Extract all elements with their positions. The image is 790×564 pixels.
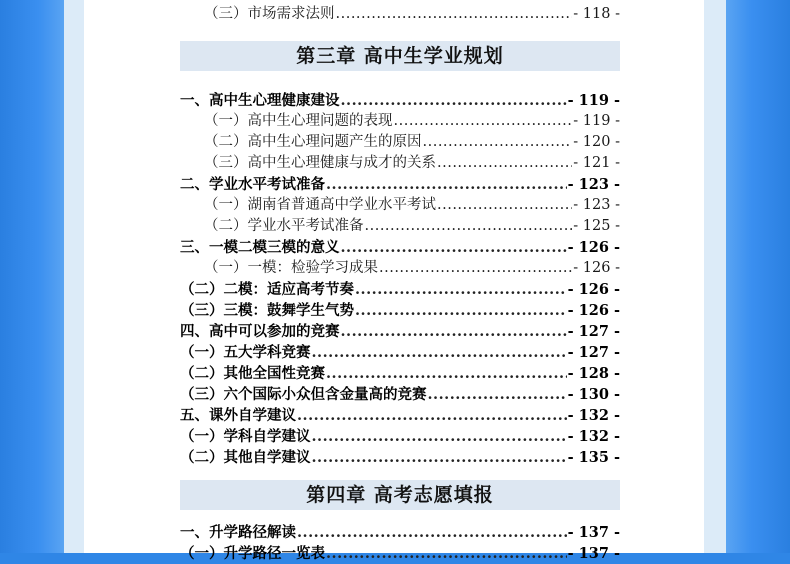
toc-entry[interactable] — [180, 342, 620, 363]
toc-entry-page: - 130 - — [567, 386, 620, 403]
toc-entry[interactable] — [180, 4, 620, 25]
dot-leader — [326, 543, 567, 564]
dot-leader — [312, 426, 567, 447]
toc-entry-page: - 123 - — [567, 176, 620, 193]
dot-leader — [326, 363, 567, 384]
toc-entry-label: 五、课外自学建议 — [180, 407, 296, 424]
toc-entry-label: （二）其他全国性竞赛 — [180, 365, 325, 382]
toc-entry[interactable] — [180, 258, 620, 279]
right-frame — [726, 0, 790, 553]
toc-entry[interactable] — [180, 363, 620, 384]
toc-entry-label: （二）二模：适应高考节奏 — [180, 281, 354, 298]
chapter-heading[interactable]: 第四章 高考志愿填报 — [180, 480, 620, 510]
toc-entry[interactable] — [180, 132, 620, 153]
dot-leader — [297, 405, 567, 426]
toc-entry-label: （二）学业水平考试准备 — [204, 218, 364, 234]
toc-entry-label: 四、高中可以参加的竞赛 — [180, 323, 340, 340]
dot-leader — [423, 132, 573, 153]
toc-entry-label: 三、一模二模三模的意义 — [180, 239, 340, 256]
toc-entry-label: （一）高中生心理问题的表现 — [204, 113, 393, 129]
toc-entry-page: - 128 - — [567, 365, 620, 382]
toc-entry-label: （一）学科自学建议 — [180, 428, 311, 445]
toc-section[interactable] — [180, 405, 620, 426]
toc-section[interactable] — [180, 321, 620, 342]
toc-entry-label: （三）市场需求法则 — [204, 6, 335, 22]
left-frame — [0, 0, 64, 553]
toc-entry-page: - 126 - — [567, 239, 620, 256]
toc-entry-label: （三）三模：鼓舞学生气势 — [180, 302, 354, 319]
toc-entry-page: - 127 - — [567, 344, 620, 361]
toc-entry-page: - 118 - — [573, 6, 620, 22]
dot-leader — [428, 384, 567, 405]
toc-entry-page: - 135 - — [567, 449, 620, 466]
toc-entry-page: - 126 - — [567, 302, 620, 319]
dot-leader — [297, 522, 567, 543]
toc-entry-page: - 121 - — [573, 155, 620, 171]
toc-entry[interactable] — [180, 195, 620, 216]
dot-leader — [336, 4, 573, 25]
toc-entry[interactable] — [180, 111, 620, 132]
toc-entry-label: （一）五大学科竞赛 — [180, 344, 311, 361]
toc-entry-label: 二、学业水平考试准备 — [180, 176, 325, 193]
toc-entry-label: （二）高中生心理问题产生的原因 — [204, 134, 422, 150]
toc-entry[interactable] — [180, 279, 620, 300]
toc-entry-label: （三）六个国际小众但含金量高的竞赛 — [180, 386, 427, 403]
toc-section[interactable] — [180, 522, 620, 543]
dot-leader — [341, 237, 567, 258]
toc-entry[interactable] — [180, 426, 620, 447]
toc-entry[interactable] — [180, 153, 620, 174]
chapter-heading[interactable]: 第三章 高中生学业规划 — [180, 41, 620, 71]
toc-entry[interactable] — [180, 543, 620, 564]
toc-entry[interactable] — [180, 447, 620, 468]
toc-entry-page: - 123 - — [573, 197, 620, 213]
toc-entry[interactable] — [180, 300, 620, 321]
dot-leader — [326, 174, 567, 195]
dot-leader — [355, 279, 567, 300]
toc-section[interactable] — [180, 174, 620, 195]
dot-leader — [312, 342, 567, 363]
toc-entry-page: - 126 - — [573, 260, 620, 276]
dot-leader — [437, 195, 572, 216]
toc-entry-label: 一、高中生心理健康建设 — [180, 92, 340, 109]
toc-entry-page: - 119 - — [567, 92, 620, 109]
toc-entry-page: - 137 - — [567, 545, 620, 562]
toc-entry-page: - 125 - — [573, 218, 620, 234]
dot-leader — [341, 321, 567, 342]
toc-entry-page: - 120 - — [573, 134, 620, 150]
toc-entry-page: - 127 - — [567, 323, 620, 340]
dot-leader — [394, 111, 573, 132]
toc-entry-label: （一）升学路径一览表 — [180, 545, 325, 562]
toc-entry-label: （三）高中生心理健康与成才的关系 — [204, 155, 436, 171]
toc-entry-page: - 132 - — [567, 428, 620, 445]
toc-entry-page: - 132 - — [567, 407, 620, 424]
toc-entry[interactable] — [180, 384, 620, 405]
toc-entry-page: - 119 - — [573, 113, 620, 129]
toc-entry-label: （一）湖南省普通高中学业水平考试 — [204, 197, 436, 213]
toc-entry[interactable] — [180, 216, 620, 237]
dot-leader — [312, 447, 567, 468]
dot-leader — [341, 90, 567, 111]
dot-leader — [365, 216, 573, 237]
dot-leader — [379, 258, 572, 279]
toc-entry-label: （一）一模：检验学习成果 — [204, 260, 378, 276]
toc-section[interactable] — [180, 90, 620, 111]
toc-entry-page: - 126 - — [567, 281, 620, 298]
dot-leader — [355, 300, 567, 321]
toc-section[interactable] — [180, 237, 620, 258]
toc-entry-label: 一、升学路径解读 — [180, 524, 296, 541]
toc-entry-label: （二）其他自学建议 — [180, 449, 311, 466]
toc-entry-page: - 137 - — [567, 524, 620, 541]
dot-leader — [437, 153, 572, 174]
